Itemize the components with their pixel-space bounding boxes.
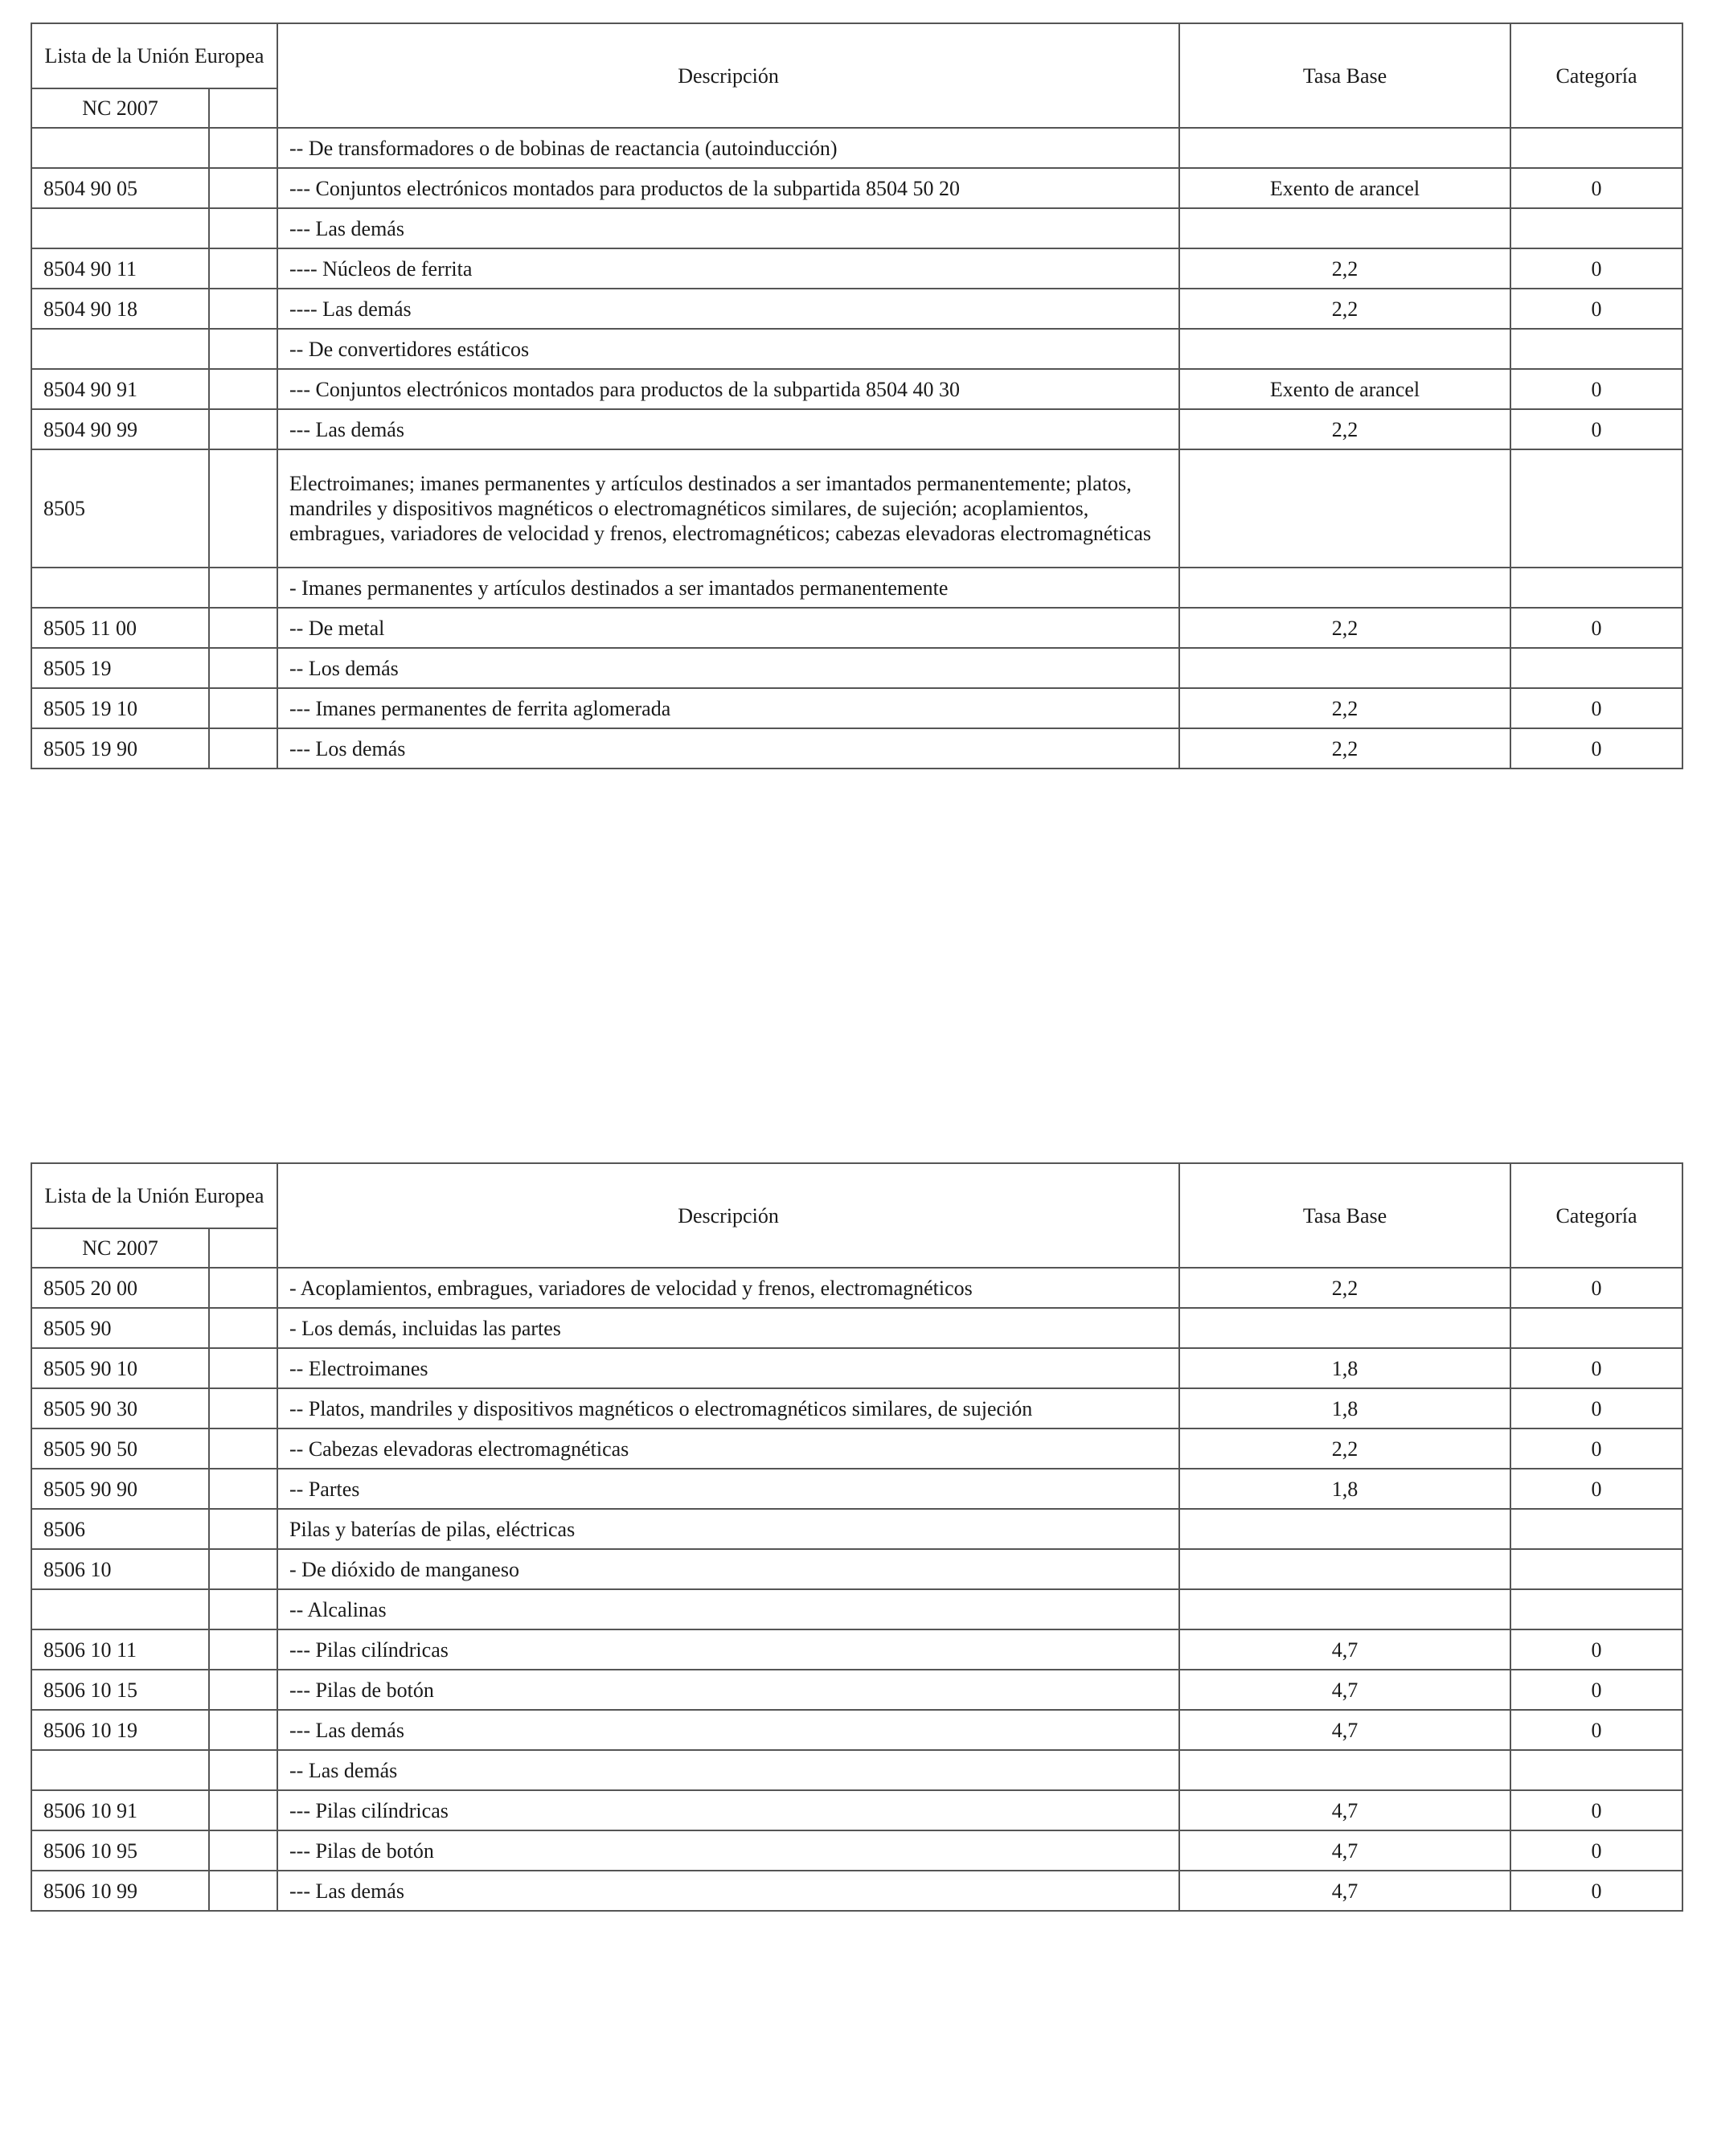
code-cell: 8506 10 95 [31,1830,209,1871]
table-row [31,608,1682,648]
code-cell: 8504 90 99 [31,409,209,449]
code-cell: 8504 90 05 [31,168,209,208]
code-cell: 8505 11 00 [31,608,209,648]
code-cell: 8505 90 10 [31,1348,209,1388]
description-cell: -- Platos, mandriles y dispositivos magnéticos o electromagnéticos similares, de sujeción [277,1388,1179,1428]
category-header: Categoría [1510,23,1682,128]
table-row [31,1268,1682,1308]
rate-cell: 4,7 [1179,1790,1510,1830]
rate-cell: 4,7 [1179,1670,1510,1710]
category-cell: 0 [1510,409,1682,449]
blank-cell [209,329,277,369]
category-cell: 0 [1510,728,1682,769]
category-cell: 0 [1510,1830,1682,1871]
rate-cell: 1,8 [1179,1469,1510,1509]
category-cell: 0 [1510,248,1682,289]
table-row [31,1509,1682,1549]
rate-cell [1179,1750,1510,1790]
description-cell: -- Cabezas elevadoras electromagnéticas [277,1428,1179,1469]
blank-cell [209,1750,277,1790]
code-cell [31,208,209,248]
rate-cell [1179,1308,1510,1348]
table-row [31,1871,1682,1911]
rate-cell: 2,2 [1179,728,1510,769]
table-row [31,1589,1682,1629]
rate-cell: 2,2 [1179,1428,1510,1469]
blank-cell [209,728,277,769]
description-cell: - De dióxido de manganeso [277,1549,1179,1589]
description-cell: -- De convertidores estáticos [277,329,1179,369]
description-cell: - Imanes permanentes y artículos destinados a ser imantados permanentemente [277,568,1179,608]
blank-cell [209,1509,277,1549]
code-cell [31,1750,209,1790]
category-cell: 0 [1510,289,1682,329]
rate-cell [1179,648,1510,688]
code-cell: 8505 [31,449,209,568]
rate-cell [1179,568,1510,608]
table-row [31,1750,1682,1790]
nc-2007-header: NC 2007 [31,88,209,128]
rate-cell: Exento de arancel [1179,168,1510,208]
table-row [31,449,1682,568]
rate-cell: 1,8 [1179,1388,1510,1428]
category-cell [1510,329,1682,369]
description-header: Descripción [277,23,1179,128]
category-cell [1510,568,1682,608]
category-cell [1510,449,1682,568]
table-row [31,568,1682,608]
blank-cell [209,1469,277,1509]
rate-cell: Exento de arancel [1179,369,1510,409]
category-cell: 0 [1510,1469,1682,1509]
category-cell: 0 [1510,608,1682,648]
category-cell [1510,1509,1682,1549]
blank-cell [209,1308,277,1348]
blank-cell [209,289,277,329]
table-row [31,329,1682,369]
table-1-body [31,128,1682,769]
table-row [31,1348,1682,1388]
rate-cell: 2,2 [1179,1268,1510,1308]
category-cell: 0 [1510,688,1682,728]
blank-cell [209,1268,277,1308]
description-cell: --- Pilas de botón [277,1670,1179,1710]
rate-cell [1179,449,1510,568]
code-cell: 8505 90 90 [31,1469,209,1509]
code-cell: 8505 19 90 [31,728,209,769]
table-row [31,289,1682,329]
table-row [31,728,1682,769]
blank-cell [209,1428,277,1469]
category-cell [1510,1750,1682,1790]
category-cell: 0 [1510,1428,1682,1469]
blank-cell [209,409,277,449]
code-cell [31,128,209,168]
table-row [31,648,1682,688]
rate-cell: 2,2 [1179,688,1510,728]
rate-cell: 4,7 [1179,1830,1510,1871]
table-row [31,1710,1682,1750]
blank-cell [209,648,277,688]
table-row [31,1549,1682,1589]
code-cell: 8504 90 91 [31,369,209,409]
description-cell: -- Alcalinas [277,1589,1179,1629]
rate-cell [1179,128,1510,168]
description-cell: -- Las demás [277,1750,1179,1790]
description-cell: --- Conjuntos electrónicos montados para productos de la subpartida 8504 50 20 [277,168,1179,208]
description-cell: --- Pilas cilíndricas [277,1629,1179,1670]
table-row [31,409,1682,449]
code-cell: 8506 [31,1509,209,1549]
table-row [31,1469,1682,1509]
rate-cell [1179,1589,1510,1629]
code-cell: 8506 10 91 [31,1790,209,1830]
code-cell: 8505 19 10 [31,688,209,728]
tariff-table-1 [31,23,1683,769]
blank-cell [209,208,277,248]
description-cell: --- Pilas cilíndricas [277,1790,1179,1830]
description-cell: --- Las demás [277,409,1179,449]
code-cell: 8506 10 11 [31,1629,209,1670]
code-cell: 8505 19 [31,648,209,688]
rate-cell [1179,208,1510,248]
table-header-row [31,23,1682,88]
table-row [31,369,1682,409]
category-cell: 0 [1510,168,1682,208]
code-cell [31,329,209,369]
list-header: Lista de la Unión Europea [31,23,277,88]
rate-cell: 2,2 [1179,289,1510,329]
description-cell: ---- Las demás [277,289,1179,329]
blank-subheader-cell [209,88,277,128]
table-header-row [31,1163,1682,1228]
blank-cell [209,128,277,168]
blank-cell [209,449,277,568]
table-row [31,1308,1682,1348]
code-cell: 8506 10 99 [31,1871,209,1911]
rate-cell: 4,7 [1179,1629,1510,1670]
rate-cell: 2,2 [1179,248,1510,289]
description-cell: - Los demás, incluidas las partes [277,1308,1179,1348]
table-row [31,128,1682,168]
blank-cell [209,1629,277,1670]
description-cell: --- Conjuntos electrónicos montados para productos de la subpartida 8504 40 30 [277,369,1179,409]
blank-cell [209,1710,277,1750]
blank-cell [209,688,277,728]
blank-cell [209,1348,277,1388]
description-cell: -- Partes [277,1469,1179,1509]
blank-cell [209,1790,277,1830]
blank-cell [209,369,277,409]
description-cell: --- Pilas de botón [277,1830,1179,1871]
category-cell [1510,1589,1682,1629]
category-cell [1510,648,1682,688]
category-cell: 0 [1510,369,1682,409]
blank-cell [209,248,277,289]
description-cell: Electroimanes; imanes permanentes y artículos destinados a ser imantados permanentemente; platos, mandriles y dispositivos magnéticos o electromagnéticos similares, de sujeción; acoplamientos, embragues, variadores de velocidad y frenos, electromagnéticos; cabezas elevadoras electromagnéticas [277,449,1179,568]
blank-cell [209,1549,277,1589]
table-row [31,1670,1682,1710]
blank-cell [209,1589,277,1629]
rate-cell [1179,1509,1510,1549]
code-cell: 8506 10 [31,1549,209,1589]
code-cell: 8506 10 15 [31,1670,209,1710]
category-cell [1510,208,1682,248]
category-header: Categoría [1510,1163,1682,1268]
table-row [31,1629,1682,1670]
blank-cell [209,1871,277,1911]
category-cell: 0 [1510,1388,1682,1428]
code-cell: 8504 90 11 [31,248,209,289]
description-cell: --- Las demás [277,1710,1179,1750]
category-cell [1510,128,1682,168]
table-row [31,168,1682,208]
description-cell: -- Electroimanes [277,1348,1179,1388]
table-2-body [31,1268,1682,1911]
rate-cell: 1,8 [1179,1348,1510,1388]
description-cell: Pilas y baterías de pilas, eléctricas [277,1509,1179,1549]
code-cell: 8504 90 18 [31,289,209,329]
rate-cell: 2,2 [1179,608,1510,648]
category-cell: 0 [1510,1268,1682,1308]
category-cell: 0 [1510,1348,1682,1388]
blank-cell [209,168,277,208]
code-cell: 8505 90 30 [31,1388,209,1428]
table-row [31,248,1682,289]
rate-cell: 2,2 [1179,409,1510,449]
table-row [31,688,1682,728]
description-cell: --- Las demás [277,208,1179,248]
base-rate-header: Tasa Base [1179,1163,1510,1268]
code-cell [31,1589,209,1629]
description-cell: -- Los demás [277,648,1179,688]
blank-cell [209,1388,277,1428]
blank-cell [209,568,277,608]
tariff-table-2 [31,1162,1683,1912]
rate-cell [1179,1549,1510,1589]
rate-cell: 4,7 [1179,1710,1510,1750]
table-row [31,1388,1682,1428]
blank-cell [209,1830,277,1871]
category-cell: 0 [1510,1790,1682,1830]
code-cell: 8505 20 00 [31,1268,209,1308]
category-cell [1510,1549,1682,1589]
description-cell: --- Los demás [277,728,1179,769]
table-row [31,1830,1682,1871]
rate-cell: 4,7 [1179,1871,1510,1911]
category-cell [1510,1308,1682,1348]
table-row [31,208,1682,248]
rate-cell [1179,329,1510,369]
code-cell [31,568,209,608]
base-rate-header: Tasa Base [1179,23,1510,128]
category-cell: 0 [1510,1871,1682,1911]
description-cell: --- Imanes permanentes de ferrita aglomerada [277,688,1179,728]
blank-subheader-cell [209,1228,277,1268]
description-cell: --- Las demás [277,1871,1179,1911]
category-cell: 0 [1510,1670,1682,1710]
blank-cell [209,1670,277,1710]
list-header: Lista de la Unión Europea [31,1163,277,1228]
category-cell: 0 [1510,1629,1682,1670]
code-cell: 8505 90 50 [31,1428,209,1469]
blank-cell [209,608,277,648]
description-cell: ---- Núcleos de ferrita [277,248,1179,289]
table-row [31,1428,1682,1469]
description-header: Descripción [277,1163,1179,1268]
description-cell: -- De transformadores o de bobinas de reactancia (autoinducción) [277,128,1179,168]
code-cell: 8505 90 [31,1308,209,1348]
nc-2007-header: NC 2007 [31,1228,209,1268]
category-cell: 0 [1510,1710,1682,1750]
table-row [31,1790,1682,1830]
description-cell: - Acoplamientos, embragues, variadores de velocidad y frenos, electromagnéticos [277,1268,1179,1308]
description-cell: -- De metal [277,608,1179,648]
code-cell: 8506 10 19 [31,1710,209,1750]
